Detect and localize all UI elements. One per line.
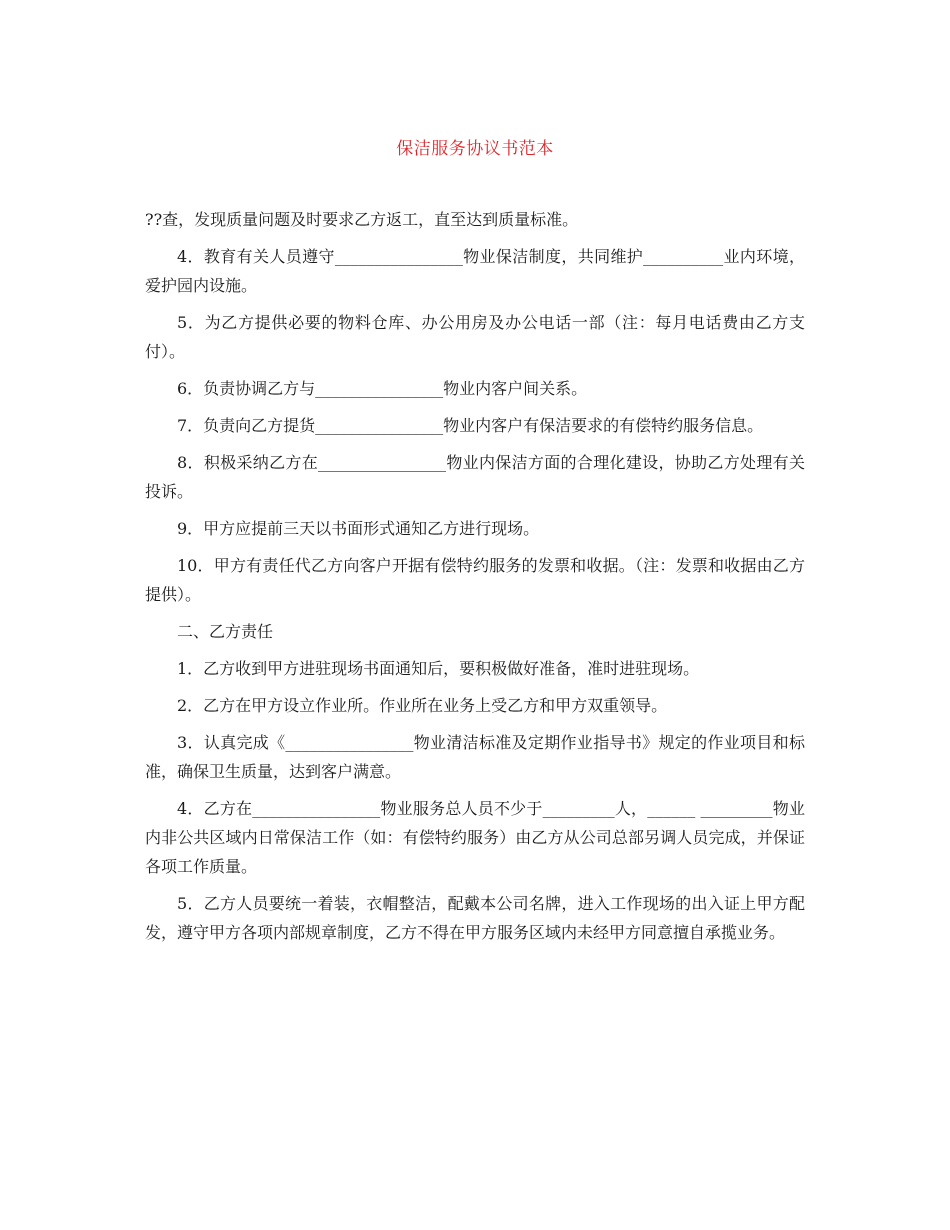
paragraph-b-item-2: 2．乙方在甲方设立作业所。作业所在业务上受乙方和甲方双重领导。: [177, 696, 668, 715]
paragraph-item-10: 10．甲方有责任代乙方向客户开据有偿特约服务的发票和收据。（注：发票和收据由乙方提供）。: [145, 556, 805, 604]
paragraph-item-7: 7．负责向乙方提货________________物业内客户有保洁要求的有偿特约服务信息。: [177, 416, 764, 435]
paragraph-b-item-3: 3．认真完成《________________物业清洁标准及定期作业指导书》规定的作业项目和标准，确保卫生质量，达到客户满意。: [145, 733, 805, 781]
paragraph-item-6: 6．负责协调乙方与________________物业内客户间关系。: [177, 379, 588, 398]
paragraph-b-item-1: 1．乙方收到甲方进驻现场书面通知后，要积极做好准备，准时进驻现场。: [177, 659, 700, 678]
paragraph-item-9: 9．甲方应提前三天以书面形式通知乙方进行现场。: [177, 519, 540, 538]
document-body: [145, 205, 805, 955]
paragraph-item-4: 4．教育有关人员遵守________________物业保洁制度，共同维护__________业内环境，爱护园内设施。: [145, 247, 805, 295]
paragraph-item-8: 8．积极采纳乙方在________________物业内保洁方面的合理化建设，协助乙方处理有关投诉。: [145, 453, 805, 501]
section-heading: 二、乙方责任: [177, 622, 274, 641]
paragraph-item-5: 5．为乙方提供必要的物料仓库、办公用房及办公电话一部（注：每月电话费由乙方支付）。: [145, 313, 805, 361]
paragraph-b-item-4: 4．乙方在________________物业服务总人员不少于_________人，______ _________物业内非公共区域内日常保洁工作（如：有偿特约服务）由乙方从公司总部另调人员完成，并保证各项工作质量。: [145, 799, 805, 876]
paragraph-b-item-5: 5．乙方人员要统一着装，衣帽整洁，配戴本公司名牌，进入工作现场的出入证上甲方配发，遵守甲方各项内部规章制度，乙方不得在甲方服务区域内未经甲方同意擅自承揽业务。: [145, 894, 805, 942]
document-title: 保洁服务协议书范本: [396, 139, 554, 159]
paragraph-continuation: ??查，发现质量问题及时要求乙方返工，直至达到质量标准。: [145, 210, 579, 229]
